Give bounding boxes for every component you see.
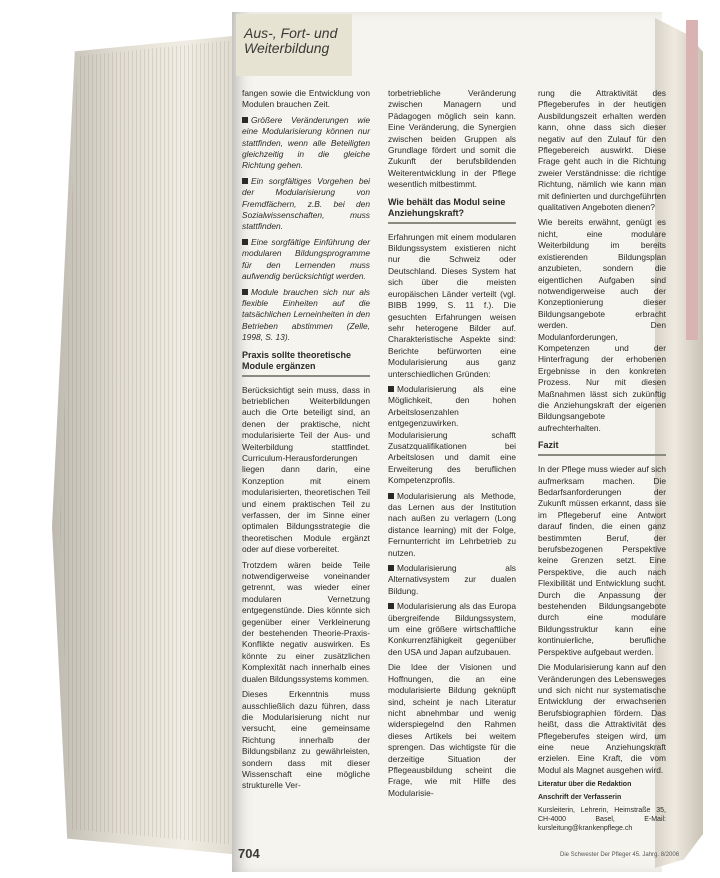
bullet-item: Eine sorgfältige Einführung der modularen Bildungsprogramme für den Lernenden muss aufwendig berücksichtigt werden. <box>242 236 370 282</box>
author-heading: Anschrift der Verfasserin <box>538 794 622 802</box>
literature-note: Literatur über die Redaktion <box>538 781 632 789</box>
column-3 <box>538 88 667 833</box>
bullet-item: Modularisierung als Methode, das Lernen aus der Institution nach außen zu verlagern (Long distance learning) mit der Folge, Fernunterricht im Lehrbetrieb zu nutzen. <box>388 490 516 558</box>
section-title: Aus-, Fort- und Weiterbildung <box>244 25 338 56</box>
bullet-square-icon <box>388 386 394 392</box>
bullet-square-icon <box>388 493 394 499</box>
paragraph: fangen sowie die Entwicklung von Modulen brauchen Zeit. <box>242 88 370 110</box>
section-header <box>236 14 352 76</box>
bullet-square-icon <box>242 289 248 295</box>
paragraph: Berücksichtigt sein muss, dass in betrieblichen Weiterbildungen auch die Orte beteiligt sind, an denen der praktische, nicht modularisierte Teil der Aus- und Weiterbildung stattfindet. Curriculum-Herausforderungen liegen dann darin, eine Konzeption mit einem modularisierten, theoretischen Teil und einem praktischen Teil zu verfassen, der im Sinne einer optimalen Bildungsstrategie die theoretischen Module ergänzt oder auf diese vorbereitet. <box>242 384 370 555</box>
subheading: Wie behält das Modul seine Anziehungskraft? <box>388 197 516 224</box>
bullet-item: Modularisierung als eine Möglichkeit, den hohen Arbeitslosenzahlen entgegenzuwirken. Modularisierung schafft Zusatzqualifikationen bei Arbeitslosen und damit eine Erweiterung des beruflichen Kompetenzprofils. <box>388 383 516 486</box>
paragraph: Die Modularisierung kann auf den Veränderungen des Lebensweges und sich nicht nur systematische Entwicklung der erwachsenen Berufsbiographien fördern. Das heißt, dass die Attraktivität des Pflegeberufes steigen wird, um eine neue Anziehungskraft erzielen. Eine Kraft, die vom Modul als Magnet ausgehen wird. <box>538 662 666 775</box>
author-address: Kursleiterin, Lehrerin, Heimstraße 35, CH-4000 Basel, E-Mail: kursleitung@krankenpflege.ch <box>538 807 666 833</box>
page-number: 704 <box>238 846 260 861</box>
page-edges-texture <box>60 40 235 845</box>
paragraph: Dieses Erkenntnis muss ausschließlich dazu führen, dass die Modularisierung nicht nur versucht, eine gemeinsame Richtung innerhalb der Bildungsbilanz zu gewährleisten, sondern dass mit dieser Wissenschaft eine mögliche strukturelle Ver- <box>242 689 370 791</box>
bullet-square-icon <box>242 178 248 184</box>
bullet-item: Module brauchen sich nur als flexible Einheiten auf die tatsächlichen Lerneinheiten in den Betrieben abstimmen (Zelle, 1998, S. 13). <box>242 286 370 343</box>
paragraph: Die Idee der Visionen und Hoffnungen, die an eine modularisierte Bildung geknüpft sind, scheint je nach Literatur nicht abnehmbar und wenig widerspiegelnd den Rahmen dieses Artikels bei weitem sprengen. Das wichtigste für die derzeitige Situation der Pflegeausbildung scheint die Frage, wie mit Hilfe des Modularisie- <box>388 662 516 798</box>
bullet-item: Größere Veränderungen wie eine Modularisierung können nur stattfinden, wenn alle Beteiligten gleichzeitig in die gleiche Richtung gehen. <box>242 114 370 171</box>
bullet-square-icon <box>388 603 394 609</box>
bullet-item: Modularisierung als Alternativsystem zur dualen Bildung. <box>388 563 516 596</box>
bullet-square-icon <box>242 239 248 245</box>
paragraph: torbetriebliche Veränderung zwischen Managern und Pädagogen möglich sein kann. Eine Veränderung, die Synergien zwischen beiden Gruppen als Grundlage fördert und somit die Zukunft der berufsbildenden Weiterentwicklung in der Pflege wesentlich mitbestimmt. <box>388 88 516 190</box>
adjacent-page-strip <box>686 20 698 340</box>
column-1 <box>242 88 370 808</box>
bullet-item: Modularisierung als das Europa übergreifende Bildungssystem, um eine größere wirtschaftliche Konkurrenzfähigkeit gegenüber den USA und Japan aufzubauen. <box>388 601 516 657</box>
subheading: Praxis sollte theoretische Module ergänzen <box>242 350 370 377</box>
bullet-item: Ein sorgfältiges Vorgehen bei der Modularisierung von Fremdfächern, z.B. bei den Sozialwissenschaften, muss stattfinden. <box>242 175 370 232</box>
bullet-square-icon <box>388 565 394 571</box>
paragraph: Trotzdem wären beide Teile notwendigerweise voneinander getrennt, was wieder einer modularen Vernetzung entgegenstünde. Dies könnte sich gegenüber einer Verkleinerung der bestehenden Theorie-Praxis-Konflikte negativ auswirken. Es könnte zu einer zusätzlichen Komplexität nach innerhalb eines dualen Bildungssystems kommen. <box>242 559 370 684</box>
paragraph: In der Pflege muss wieder auf sich aufmerksam machen. Die Bedarfsanforderungen der Zukunft müssen erkannt, dass sie im Pflegeberuf eine Antwort darauf finden, die einen ganz bestimmten Beruf, der berufsbezogenen Perspektive keine Grenzen setzt. Eine Perspektive, die auch nach Flexibilität und Entwicklung sucht. Durch die Anpassung der bestehenden Bildungsangebote durch eine modulare Bildungsstruktur kann eine kontinuierliche, berufliche Perspektive aufgebaut werden. <box>538 464 667 657</box>
paragraph: Erfahrungen mit einem modularen Bildungssystem existieren nicht nur die Schweiz oder Deutschland. Dieses System hat sich über die meisten europäischen Länder verteilt (vgl. BIBB 1999, S. 11 f.). Die gesuchten Erfahrungen weisen sehr heterogene Bilder auf. Charakteristische Aspekte sind: Berichte befürworten eine Modularisierung aus ganz unterschiedlichen Gründen: <box>388 231 516 379</box>
paragraph: Wie bereits erwähnt, genügt es nicht, eine modulare Weiterbildung im bereits existierenden Bildungsplan anzubieten, sondern die eigentlichen Aufgaben sind notwendigerweise auch der Konzeptionierung dieser Bildungsangebote erbracht werden. Den Modulanforderungen, Kompetenzen und der Hinterfragung der erhobenen Ergebnisse in den konkreten Prozess. Nur mit diesen Maßnahmen lässt sich zukünftig die Anziehungskraft der eigenen Bildungsangebote aufrechterhalten. <box>538 217 666 433</box>
running-footer: Die Schwester Der Pfleger 45. Jahrg. 8/2006 <box>560 852 680 858</box>
bullet-square-icon <box>242 117 248 123</box>
paragraph: rung die Attraktivität des Pflegeberufes in der heutigen Ausbildungszeit erhalten werden kann, ohne dass sich dieser negativ auf den Zulauf für den Pflegebereich auswirkt. Diese Frage geht auch in die Richtung zweier Verständnisse: die richtige Richtung, nämlich wie kann man mit definierten und durchgeführten qualitativen Angeboten dienen? <box>538 88 666 213</box>
column-2 <box>388 88 516 808</box>
subheading: Fazit <box>538 440 666 456</box>
